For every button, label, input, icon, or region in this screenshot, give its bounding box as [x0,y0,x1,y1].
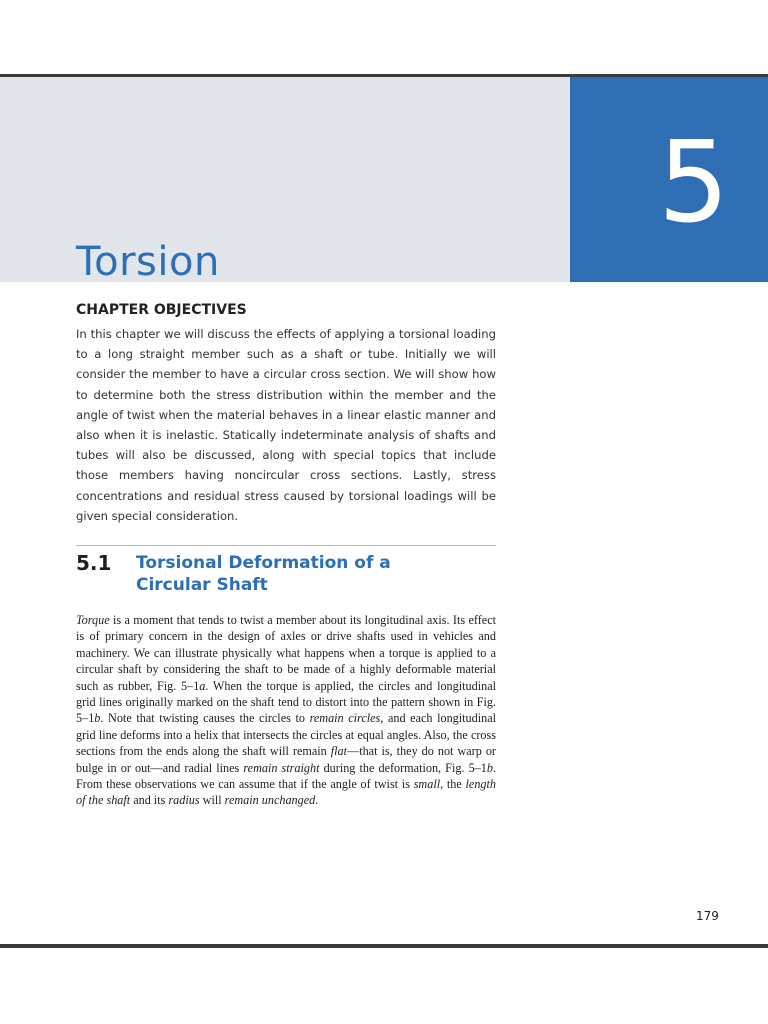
emphasized-text: length of the shaft [76,777,496,808]
body-text: . When the torque is applied, the circles and longitudinal grid lines originally marked on the shaft tend to distort into the pattern shown in Fig. 5–1 [76,678,496,726]
emphasized-text: a [199,678,206,693]
objectives-text: In this chapter we will discuss the effects of applying a torsional loading to a long straight member such as a shaft or tube. Initially we will consider the member to have a circular cross section. We will show how to determine both the stress distribution within the member and the angle of twist when the material behaves in a linear elastic manner and also when it is inelastic. Statically indeterminate analysis of shafts and tubes will also be discussed, along with special topics that include those members having noncircular cross sections. Lastly, stress concentrations and residual stress caused by torsional loadings will be given special consideration. [76,327,496,523]
body-text: will [199,793,225,808]
emphasized-text: radius [168,793,200,808]
emphasized-text: small [413,777,441,792]
page-number: 179 [696,909,719,923]
section-paragraph [76,612,496,809]
body-text: during the deformation, Fig. 5–1 [319,760,487,775]
chapter-title: Torsion [76,239,220,285]
objectives-heading: CHAPTER OBJECTIVES [76,302,247,318]
chapter-header-band [0,77,570,285]
body-text: . Note that twisting causes the circles to [100,711,310,726]
body-text: and its [130,793,169,808]
chapter-number: 5 [658,118,730,248]
body-text: —that is, they do not warp or bulge in or out—and radial lines [76,744,496,775]
body-text: , and each longitudinal grid line deforms into a helix that intersects the circles at equal angles. Also, the cross sections from the ends along the shaft will remain [76,711,497,759]
emphasized-text: b [486,760,493,775]
emphasized-text: flat [330,744,348,759]
section-divider [76,545,496,546]
bottom-rule [0,944,768,948]
chapter-number-block [570,77,768,282]
emphasized-text: Torque [76,613,110,627]
section-number: 5.1 [76,551,112,575]
emphasized-text: remain circles [309,711,381,726]
body-text: is a moment that tends to twist a member about its longitudinal axis. Its effect is of primary concern in the design of axles or drive shafts used in vehicles and machinery. We can illustrate physically what happens when a torque is applied to a circular shaft by considering the shaft to be made of a highly deformable material such as rubber, Fig. 5–1 [76,613,496,693]
body-text: . From these observations we can assume that if the angle of twist is [76,760,496,792]
emphasized-text: remain straight [243,760,320,775]
body-text: . [315,793,319,808]
emphasized-text: remain unchanged [224,793,316,808]
section-title: Torsional Deformation of a Circular Shaft [136,553,391,595]
body-text: , the [440,777,466,792]
emphasized-text: b [94,711,101,726]
